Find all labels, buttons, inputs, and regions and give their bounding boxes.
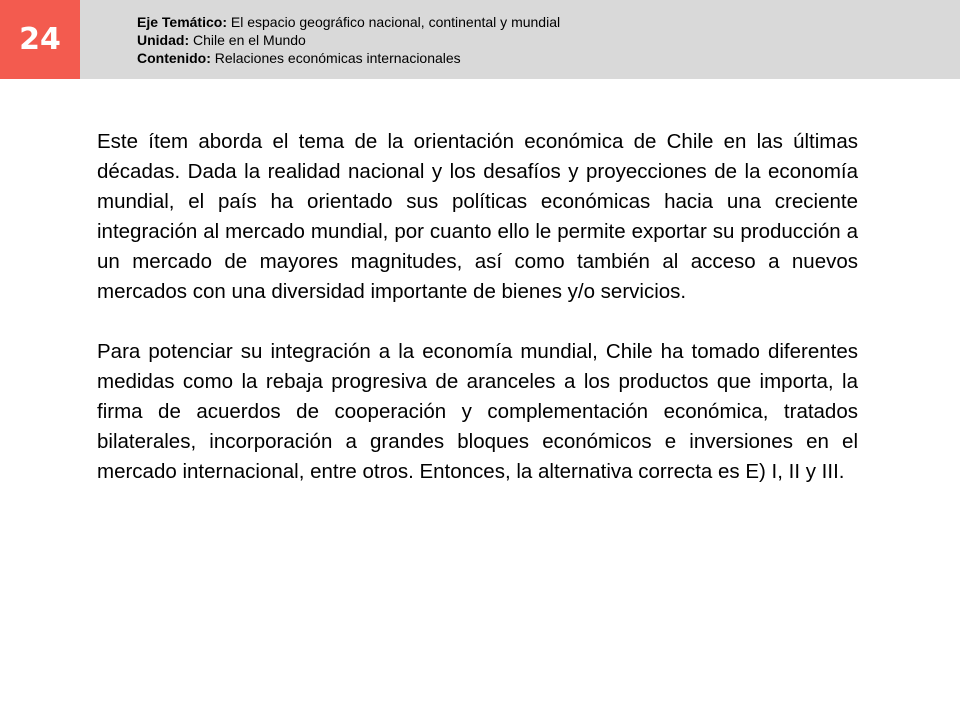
contenido-value: Relaciones económicas internacionales: [214, 50, 461, 66]
contenido-line: [137, 49, 937, 67]
slide-number: 24: [19, 22, 61, 57]
unidad-value: Chile en el Mundo: [193, 32, 306, 48]
slide-number-badge: [0, 0, 80, 79]
unidad-label: Unidad:: [137, 32, 190, 48]
body-paragraph-1: Este ítem aborda el tema de la orientación económica de Chile en las últimas décadas. Dada la realidad nacional y los desafíos y proyecciones de la economía mundial, el país ha orientado sus políticas económicas hacia una creciente integración al mercado mundial, por cuanto ello le permite exportar su producción a un mercado de mayores magnitudes, así como también al acceso a nuevos mercados con una diversidad importante de bienes y/o servicios.: [97, 130, 858, 303]
eje-tematico-label: Eje Temático:: [137, 14, 227, 30]
body-paragraph-2: Para potenciar su integración a la economía mundial, Chile ha tomado diferentes medidas como la rebaja progresiva de aranceles a los productos que importa, la firma de acuerdos de cooperación y complementación económica, tratados bilaterales, incorporación a grandes bloques económicos e inversiones en el mercado internacional, entre otros. Entonces, la alternativa correcta es E) I, II y III.: [97, 340, 858, 483]
unidad-line: [137, 31, 937, 49]
contenido-label: Contenido:: [137, 50, 211, 66]
header-info: [137, 13, 937, 67]
body-content: [97, 127, 858, 487]
eje-tematico-value: El espacio geográfico nacional, continental y mundial: [230, 14, 561, 30]
eje-tematico-line: [137, 13, 937, 31]
